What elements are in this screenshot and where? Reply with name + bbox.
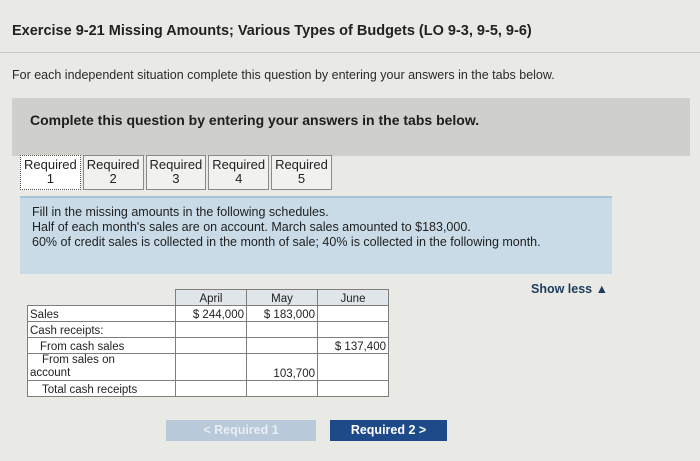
- question-line-2: Half of each month's sales are on account. March sales amounted to $183,000.: [32, 220, 471, 234]
- table-row: [28, 338, 389, 354]
- sales-may-value: $ 183,000: [247, 306, 318, 322]
- table-row: [28, 381, 389, 397]
- row-label-from-sales-on-account: [28, 354, 176, 381]
- previous-required-button[interactable]: < Required 1: [166, 420, 316, 441]
- total-june-input[interactable]: [318, 381, 389, 397]
- question-text: [32, 205, 602, 250]
- banner-text: Complete this question by entering your answers in the tabs below.: [30, 112, 480, 128]
- table-row: [28, 322, 389, 338]
- column-header-may: May: [247, 290, 318, 306]
- tab-label: Required: [86, 157, 140, 172]
- account-sales-june-input[interactable]: [318, 354, 389, 381]
- row-label-sales: Sales: [28, 306, 176, 322]
- tab-number: 2: [109, 171, 117, 186]
- tab-number: 1: [46, 171, 54, 186]
- tab-required-5[interactable]: [271, 155, 332, 190]
- required-tabs: [20, 155, 332, 190]
- header-divider: [0, 52, 700, 53]
- total-may-input[interactable]: [247, 381, 318, 397]
- question-line-3: 60% of credit sales is collected in the month of sale; 40% is collected in the following month.: [32, 235, 541, 249]
- table-row: [28, 354, 389, 381]
- cash-sales-june-value: $ 137,400: [318, 338, 389, 354]
- column-header-june: June: [318, 290, 389, 306]
- row-label-cash-receipts: Cash receipts:: [28, 322, 176, 338]
- sales-april-value: $ 244,000: [176, 306, 247, 322]
- tab-label: Required: [149, 157, 203, 172]
- cash-sales-may-input[interactable]: [247, 338, 318, 354]
- tab-required-1[interactable]: [20, 155, 81, 190]
- cash-sales-april-input[interactable]: [176, 338, 247, 354]
- row-label-account-line-2: account: [30, 367, 71, 379]
- row-label-account-line-1: From sales on: [42, 354, 115, 366]
- question-line-1: Fill in the missing amounts in the following schedules.: [32, 205, 329, 219]
- tab-required-3[interactable]: [146, 155, 207, 190]
- next-required-button[interactable]: Required 2 >: [330, 420, 447, 441]
- tab-number: 3: [172, 171, 180, 186]
- tab-number: 4: [235, 171, 243, 186]
- account-sales-april-input[interactable]: [176, 354, 247, 381]
- cash-receipts-schedule: [27, 289, 389, 397]
- show-less-link[interactable]: Show less ▲: [531, 282, 608, 296]
- instruction-text: For each independent situation complete this question by entering your answers in the tabs below.: [12, 68, 555, 82]
- table-row: [28, 306, 389, 322]
- row-label-from-cash-sales: From cash sales: [28, 338, 176, 354]
- tab-label: Required: [24, 157, 77, 172]
- tab-label: Required: [212, 157, 266, 172]
- tab-number: 5: [297, 171, 306, 186]
- total-april-input[interactable]: [176, 381, 247, 397]
- column-header-april: April: [176, 290, 247, 306]
- tab-required-2[interactable]: [83, 155, 144, 190]
- exercise-title: Exercise 9-21 Missing Amounts; Various Types of Budgets (LO 9-3, 9-5, 9-6): [12, 23, 532, 39]
- row-label-total-cash-receipts: Total cash receipts: [28, 381, 176, 397]
- account-sales-may-value: 103,700: [247, 354, 318, 381]
- tab-label: Required: [275, 157, 328, 172]
- sales-june-input[interactable]: [318, 306, 389, 322]
- tab-required-4[interactable]: [208, 155, 269, 190]
- table-header-row: [28, 290, 389, 306]
